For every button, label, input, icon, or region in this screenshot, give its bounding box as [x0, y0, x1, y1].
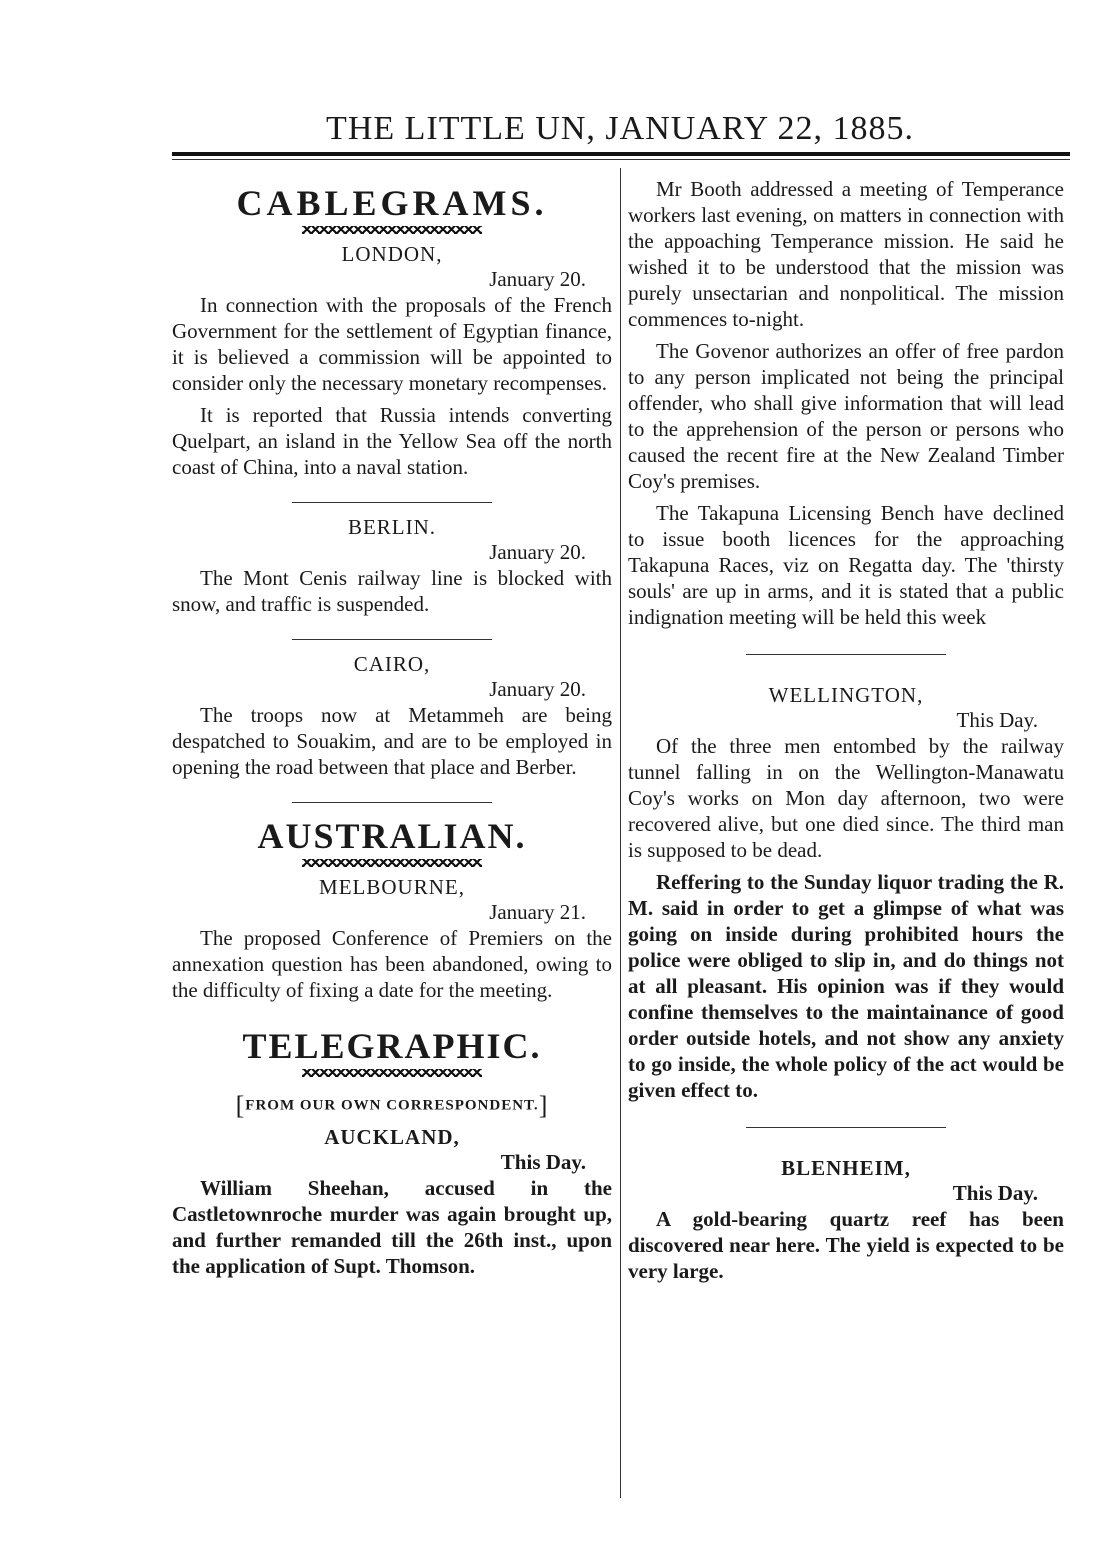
article-paragraph: Mr Booth addressed a meeting of Temperance workers last evening, on matters in connection with the appoaching Temperance mission. He said he wished it to be understood that the mission was purely unsectarian and nonpolitical. The mission commences to-night. — [628, 177, 1064, 331]
article-paragraph: A gold-bearing quartz reef has been discovered near here. The yield is expected to be very large. — [628, 1207, 1064, 1283]
article-paragraph: It is reported that Russia intends converting Quelpart, an island in the Yellow Sea off the north coast of China, into a naval station. — [172, 403, 612, 479]
heading-ornament — [302, 226, 482, 234]
section-separator — [292, 639, 492, 640]
article-paragraph: The Mont Cenis railway line is blocked with snow, and traffic is suspended. — [172, 566, 612, 616]
correspondent-note — [172, 1091, 612, 1121]
article-paragraph: The proposed Conference of Premiers on the annexation question has been abandoned, owing to the difficulty of fixing a date for the meeting. — [172, 926, 612, 1002]
correspondent-text: FROM OUR OWN CORRESPONDENT. — [245, 1097, 539, 1114]
dateline-place-auckland: AUCKLAND, — [324, 1125, 460, 1149]
heading-ornament — [302, 1069, 482, 1077]
dateline-place-blenheim: BLENHEIM, — [781, 1156, 911, 1180]
dateline-place-london: LONDON, — [341, 242, 443, 266]
dateline-place-berlin: BERLIN. — [347, 515, 437, 539]
section-separator — [292, 802, 492, 803]
masthead-rule — [172, 152, 1070, 156]
article-paragraph: The Takapuna Licensing Bench have declined to issue booth licences for the approaching Takapuna Races, viz on Regatta day. The 'thirsty souls' are up in arms, and it is stated that a public indignation meeting will be held this week — [628, 501, 1064, 629]
dateline-place-cairo: CAIRO, — [353, 652, 431, 676]
bracket-close: ] — [538, 1091, 549, 1120]
section-separator — [746, 654, 946, 655]
dateline-place-melbourne: MELBOURNE, — [319, 875, 465, 899]
dateline-date-wellington: This Day. — [956, 708, 1038, 732]
telegraphic-heading: TELEGRAPHIC. — [242, 1026, 542, 1066]
dateline-date-blenheim: This Day. — [952, 1181, 1038, 1205]
blenheim-article — [628, 1156, 1064, 1284]
article-paragraph: In connection with the proposals of the French Government for the settlement of Egyptian finance, it is believed a commission will be appointed to consider only the necessary monetary recompenses. — [172, 293, 612, 395]
column-divider — [620, 168, 621, 1498]
dateline-date-auckland: This Day. — [500, 1150, 586, 1174]
article-paragraph: Of the three men entombed by the railway tunnel falling in on the Wellington-Manawatu Coy's works on Mon day afternoon, two were recovered alive, but one died since. The third man is supposed to be dead. — [628, 734, 1064, 862]
article-paragraph: William Sheehan, accused in the Castletownroche murder was again brought up, and further remanded till the 26th inst., upon the application of Supt. Thomson. — [172, 1176, 612, 1278]
masthead: THE LITTLE UN, JANUARY 22, 1885. — [326, 110, 914, 147]
dateline-date-london: January 20. — [489, 267, 586, 291]
dateline-date-cairo: January 20. — [489, 677, 586, 701]
article-paragraph: The troops now at Metammeh are being despatched to Souakim, and are to be employed in opening the road between that place and Berber. — [172, 703, 612, 779]
auckland-article — [172, 1125, 612, 1279]
dateline-date-berlin: January 20. — [489, 540, 586, 564]
cablegrams-heading: CABLEGRAMS. — [236, 183, 548, 223]
left-column — [172, 168, 612, 1279]
bracket-open: [ — [235, 1091, 246, 1120]
section-separator — [746, 1127, 946, 1128]
article-paragraph: The Govenor authorizes an offer of free pardon to any person implicated not being the principal offender, who shall give information that will lead to the apprehension of the person or persons who caused the recent fire at the New Zealand Timber Coy's premises. — [628, 339, 1064, 493]
dateline-place-wellington: WELLINGTON, — [768, 683, 924, 707]
masthead-rule-thin — [172, 159, 1070, 160]
australian-heading: AUSTRALIAN. — [257, 816, 527, 856]
dateline-date-melbourne: January 21. — [489, 900, 586, 924]
heading-ornament — [302, 859, 482, 867]
right-column — [628, 168, 1064, 1284]
section-separator — [292, 502, 492, 503]
article-paragraph: Reffering to the Sunday liquor trading the R. M. said in order to get a glimpse of what was going on inside during prohibited hours the police were obliged to slip in, and do things not at all pleasant. His opinion was if they would confine themselves to the maintainance of good order outside hotels, and not show any anxiety to go inside, the whole policy of the act would be given effect to. — [628, 870, 1064, 1102]
